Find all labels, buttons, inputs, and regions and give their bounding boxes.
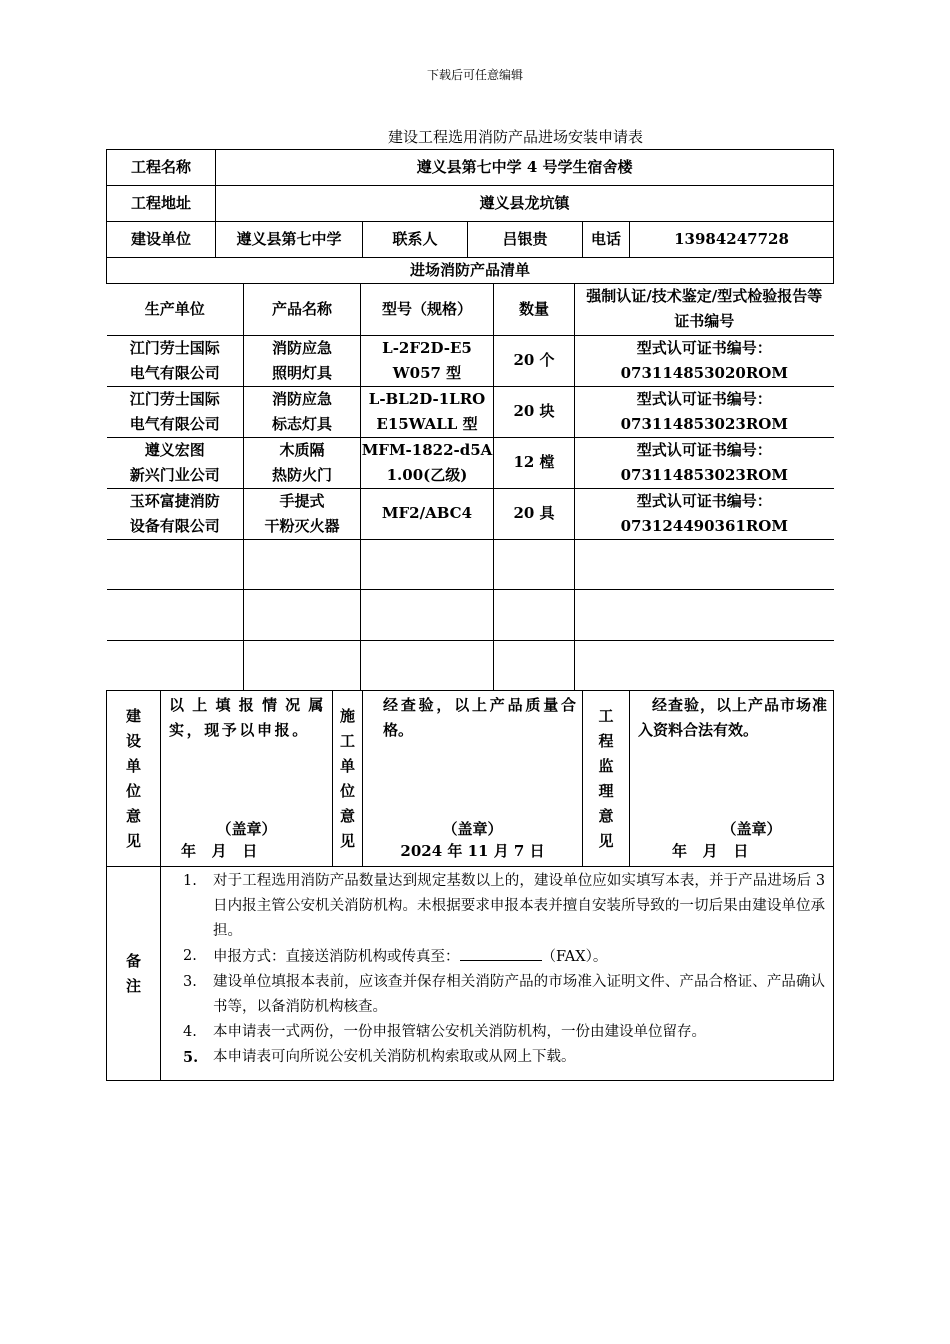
supervisor-opinion: [630, 691, 834, 867]
remark-item: 4. 本申请表一式两份，一份申报管辖公安机关消防机构，一份由建设单位留存。: [183, 1024, 706, 1040]
col-header-quantity: 数量: [494, 284, 575, 335]
phone-label: 电话: [583, 222, 630, 258]
remark-item: 2. 申报方式：直接送消防机构或传真至： （FAX）。: [161, 944, 825, 970]
builder-date: 年 月 日: [181, 842, 258, 860]
quantity-cell: 20 块: [494, 386, 575, 437]
product-name-cell: 手提式 干粉灭火器: [244, 488, 361, 539]
table-row: [107, 386, 834, 437]
maker-cell: 江门劳士国际 电气有限公司: [107, 386, 244, 437]
project-name-value: 遵义县第七中学 4 号学生宿舍楼: [216, 150, 834, 186]
builder-opinion: [161, 691, 333, 867]
constructor-opinion-text: 经查验，以上产品质量合格。: [383, 696, 577, 739]
builder-seal: （盖章）: [216, 820, 277, 838]
remark-item: 3. 建设单位填报本表前，应该查并保存相关消防产品的市场准入证明文件、产品合格证、产品确认书等，以备消防机构核查。: [183, 974, 826, 1015]
certificate-cell: 型式认可证书编号： 073114853023ROM: [575, 437, 834, 488]
contact-value: 吕银贵: [468, 222, 583, 258]
model-cell: L-2F2D-E5 W057 型: [361, 335, 494, 386]
product-name-cell: 消防应急 标志灯具: [244, 386, 361, 437]
maker-cell: 玉环富捷消防 设备有限公司: [107, 488, 244, 539]
remarks-content: [161, 867, 834, 1081]
supervisor-date: 年 月 日: [672, 842, 749, 860]
application-form: [106, 149, 834, 1081]
table-row: [107, 488, 834, 539]
model-cell: MF2/ABC4: [361, 488, 494, 539]
maker-cell: 遵义宏图 新兴门业公司: [107, 437, 244, 488]
constructor-opinion: [363, 691, 583, 867]
remark-item: 1. 对于工程选用消防产品数量达到规定基数以上的，建设单位应如实填写本表，并于产品进场后 3 日内报主管公安机关消防机构。未根据要求申报本表并擅自安装所导致的一切后果由建设单位承担。: [183, 873, 826, 939]
certificate-cell: 型式认可证书编号： 073124490361ROM: [575, 488, 834, 539]
constructor-opinion-label: 施 工 单 位 意 见: [333, 691, 363, 867]
empty-row: [107, 539, 834, 589]
header-note: 下载后可任意编辑: [426, 68, 523, 82]
empty-row: [107, 640, 834, 690]
col-header-product-name: 产品名称: [244, 284, 361, 335]
supervisor-opinion-text: 经查验，以上产品市场准入资料合法有效。: [638, 696, 828, 739]
phone-value: 13984247728: [630, 222, 834, 258]
project-address-value: 遵义县龙坑镇: [216, 186, 834, 222]
col-header-model: 型号（规格）: [361, 284, 494, 335]
fax-blank: [460, 944, 542, 961]
product-table: [107, 284, 834, 690]
certificate-cell: 型式认可证书编号： 073114853023ROM: [575, 386, 834, 437]
model-cell: L-BL2D-1LRO E15WALL 型: [361, 386, 494, 437]
table-row: [107, 335, 834, 386]
constructor-date: 2024 年 11 月 7 日: [400, 842, 545, 860]
quantity-cell: 20 个: [494, 335, 575, 386]
product-name-cell: 消防应急 照明灯具: [244, 335, 361, 386]
table-row: [107, 437, 834, 488]
maker-cell: 江门劳士国际 电气有限公司: [107, 335, 244, 386]
remark-item: 5. 本申请表可向所说公安机关消防机构索取或从网上下载。: [183, 1049, 576, 1066]
builder-value: 遵义县第七中学: [216, 222, 363, 258]
supervisor-seal: （盖章）: [721, 820, 782, 838]
certificate-cell: 型式认可证书编号： 073114853020ROM: [575, 335, 834, 386]
project-address-label: 工程地址: [107, 186, 216, 222]
supervisor-opinion-label: 工 程 监 理 意 见: [583, 691, 630, 867]
builder-label: 建设单位: [107, 222, 216, 258]
remarks-label: 备 注: [107, 867, 161, 1081]
empty-row: [107, 589, 834, 640]
col-header-certificate: 强制认证/技术鉴定/型式检验报告等证书编号: [575, 284, 834, 335]
constructor-seal: （盖章）: [442, 820, 503, 838]
product-list-title: 进场消防产品清单: [107, 258, 834, 284]
builder-opinion-text: 以上填报情况属实，现予以申报。: [169, 696, 327, 739]
model-cell: MFM-1822-d5A 1.00(乙级): [361, 437, 494, 488]
builder-opinion-label: 建 设 单 位 意 见: [107, 691, 161, 867]
document-title: 建设工程选用消防产品进场安装申请表: [388, 128, 644, 146]
col-header-maker: 生产单位: [107, 284, 244, 335]
project-name-label: 工程名称: [107, 150, 216, 186]
quantity-cell: 20 具: [494, 488, 575, 539]
product-name-cell: 木质隔 热防火门: [244, 437, 361, 488]
quantity-cell: 12 樘: [494, 437, 575, 488]
contact-label: 联系人: [363, 222, 468, 258]
